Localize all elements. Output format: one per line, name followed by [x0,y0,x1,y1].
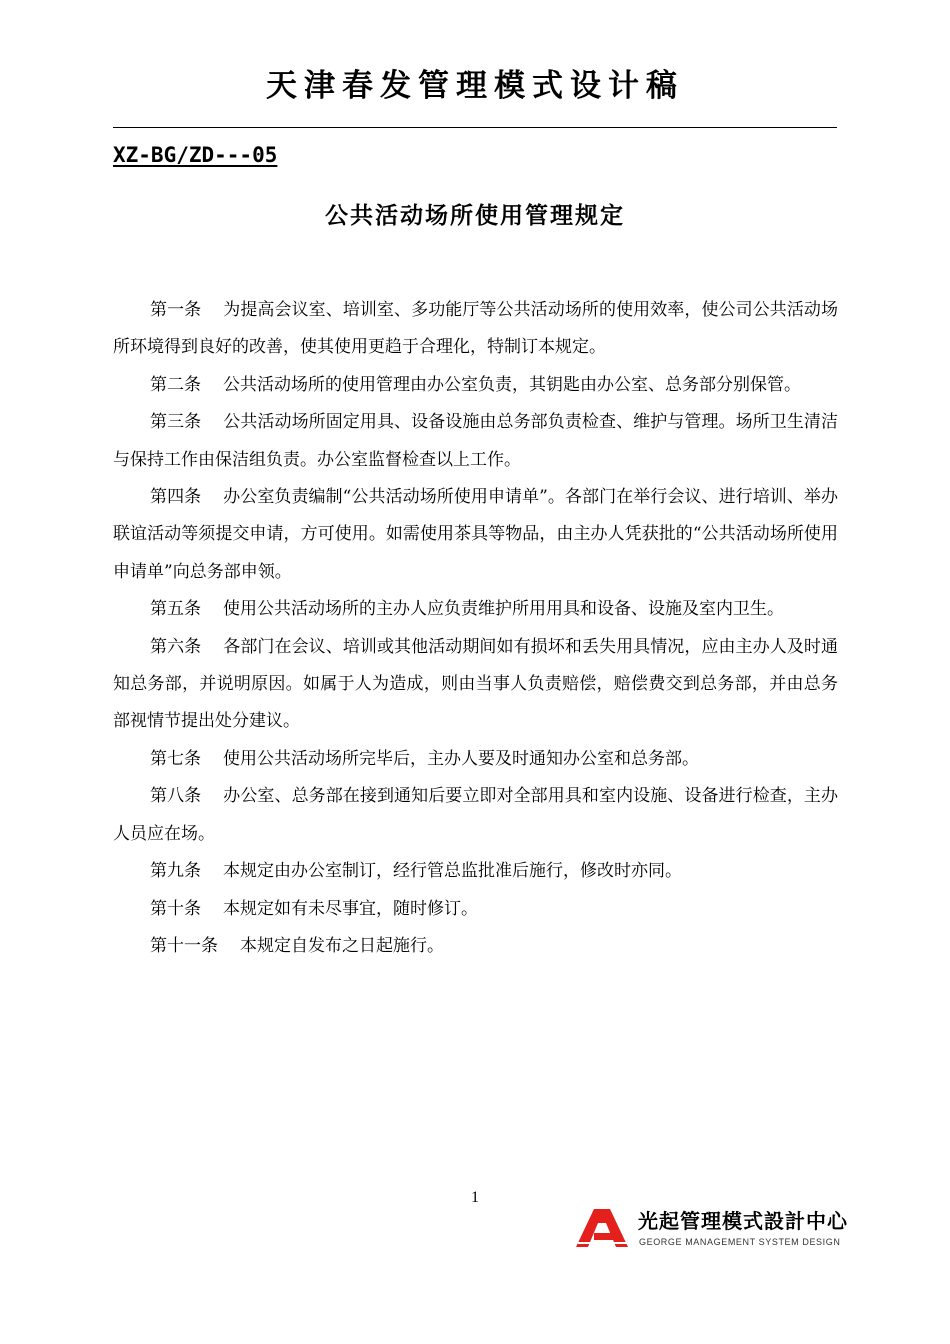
red-letter-a-logo-icon [576,1209,634,1247]
article-text: 办公室负责编制“公共活动场所使用申请单”。各部门在举行会议、进行培训、举办联谊活动等须提交申请，方可使用。如需使用茶具等物品，由主办人凭获批的“公共活动场所使用申请单”向总务部申领。 [113,487,838,582]
header-title: 天津春发管理模式设计稿 [266,68,684,104]
article-text: 公共活动场所固定用具、设备设施由总务部负责检查、维护与管理。场所卫生清洁与保持工作由保洁组负责。办公室监督检查以上工作。 [113,412,839,470]
article-4 [113,479,838,591]
logo-name: 光起管理模式設計中心 [638,1209,848,1233]
article-5 [113,591,838,628]
article-3 [113,404,838,479]
company-logo [576,1209,848,1251]
document-title: 公共活动场所使用管理规定 [325,203,625,229]
articles-body [113,292,838,965]
header-divider [113,127,837,128]
article-7 [113,741,838,778]
article-text: 本规定由办公室制订，经行管总监批准后施行，修改时亦同。 [223,861,682,882]
article-number: 第五条 [150,599,201,620]
article-6 [113,629,838,741]
article-number: 第三条 [150,412,202,433]
article-10 [113,891,838,928]
page-number: 1 [471,1189,479,1206]
article-number: 第一条 [150,300,202,320]
logo-a-crossbar [594,1233,616,1240]
article-text: 本规定自发布之日起施行。 [240,935,444,956]
article-text: 使用公共活动场所完毕后，主办人要及时通知办公室和总务部。 [223,748,699,769]
article-text: 公共活动场所的使用管理由办公室负责，其钥匙由办公室、总务部分别保管。 [223,374,801,395]
logo-a-shape [576,1209,628,1247]
article-number: 第七条 [150,748,201,769]
article-1 [113,292,838,367]
article-number: 第二条 [150,374,201,395]
article-number: 第十条 [150,898,201,919]
article-text: 本规定如有未尽事宜，随时修订。 [223,898,478,919]
article-9 [113,853,838,890]
article-8 [113,778,838,853]
article-11 [113,928,838,965]
article-number: 第四条 [150,487,202,508]
article-number: 第九条 [150,861,201,882]
article-text: 办公室、总务部在接到通知后要立即对全部用具和室内设施、设备进行检查，主办人员应在场。 [113,786,839,844]
logo-a-stripe [578,1242,634,1244]
article-number: 第六条 [150,636,202,657]
article-2 [113,367,838,404]
article-text: 为提高会议室、培训室、多功能厅等公共活动场所的使用效率，使公司公共活动场所环境得到良好的改善，使其使用更趋于合理化，特制订本规定。 [113,300,839,358]
logo-subtitle: GEORGE MANAGEMENT SYSTEM DESIGN [639,1237,841,1247]
article-text: 各部门在会议、培训或其他活动期间如有损坏和丢失用具情况，应由主办人及时通知总务部，并说明原因。如属于人为造成，则由当事人负责赔偿，赔偿费交到总务部，并由总务部视情节提出处分建议。 [113,636,839,732]
article-number: 第十一条 [150,935,218,956]
document-code: XZ-BG/ZD---05 [113,143,278,167]
article-text: 使用公共活动场所的主办人应负责维护所用用具和设备、设施及室内卫生。 [223,599,784,620]
article-number: 第八条 [150,786,202,807]
